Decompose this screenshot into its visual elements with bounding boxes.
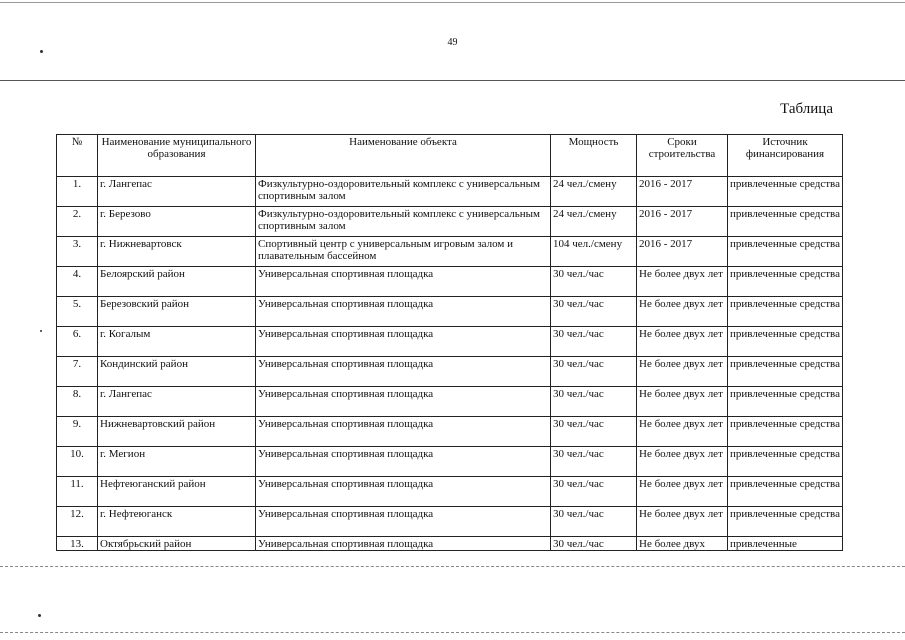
- cell-number: 12.: [57, 507, 98, 537]
- cell-construction-period: 2016 - 2017: [637, 237, 728, 267]
- cell-construction-period: Не более двух лет: [637, 327, 728, 357]
- cell-number: 7.: [57, 357, 98, 387]
- cell-number: 3.: [57, 237, 98, 267]
- cell-funding-source: привлеченные средства: [728, 507, 843, 537]
- cell-funding-source: привлеченные средства: [728, 477, 843, 507]
- cell-funding-source: привлеченные: [728, 537, 843, 551]
- table-header-row: [57, 135, 843, 177]
- cell-capacity: 30 чел./час: [551, 507, 637, 537]
- cell-capacity: 104 чел./смену: [551, 237, 637, 267]
- cell-municipality: Нижневартовский район: [98, 417, 256, 447]
- cell-construction-period: Не более двух лет: [637, 267, 728, 297]
- cell-capacity: 30 чел./час: [551, 477, 637, 507]
- table-caption: Таблица: [780, 101, 833, 117]
- cell-construction-period: Не более двух лет: [637, 357, 728, 387]
- cell-number: 1.: [57, 177, 98, 207]
- cell-object-name: Универсальная спортивная площадка: [256, 357, 551, 387]
- cell-number: 13.: [57, 537, 98, 551]
- header-number: №: [57, 135, 98, 177]
- cell-funding-source: привлеченные средства: [728, 297, 843, 327]
- cell-funding-source: привлеченные средства: [728, 387, 843, 417]
- cell-municipality: г. Нижневартовск: [98, 237, 256, 267]
- cell-capacity: 24 чел./смену: [551, 177, 637, 207]
- scan-speck: [40, 50, 43, 53]
- cell-number: 9.: [57, 417, 98, 447]
- cell-funding-source: привлеченные средства: [728, 447, 843, 477]
- cell-funding-source: привлеченные средства: [728, 237, 843, 267]
- scan-speck: [38, 614, 41, 617]
- cell-funding-source: привлеченные средства: [728, 327, 843, 357]
- cell-funding-source: привлеченные средства: [728, 267, 843, 297]
- cell-municipality: Нефтеюганский район: [98, 477, 256, 507]
- cell-municipality: Березовский район: [98, 297, 256, 327]
- cell-number: 8.: [57, 387, 98, 417]
- cell-municipality: г. Нефтеюганск: [98, 507, 256, 537]
- cell-municipality: г. Когалым: [98, 327, 256, 357]
- table-row: [57, 357, 843, 387]
- cell-funding-source: привлеченные средства: [728, 177, 843, 207]
- cell-object-name: Универсальная спортивная площадка: [256, 267, 551, 297]
- table-row: [57, 327, 843, 357]
- cell-object-name: Универсальная спортивная площадка: [256, 477, 551, 507]
- header-separator-line: [0, 80, 905, 81]
- table-row: [57, 537, 843, 551]
- cell-number: 6.: [57, 327, 98, 357]
- cell-municipality: г. Березово: [98, 207, 256, 237]
- cell-municipality: Октябрьский район: [98, 537, 256, 551]
- cell-number: 11.: [57, 477, 98, 507]
- cell-number: 4.: [57, 267, 98, 297]
- cell-number: 5.: [57, 297, 98, 327]
- cell-object-name: Физкультурно-оздоровительный комплекс с универсальным спортивным залом: [256, 207, 551, 237]
- cell-capacity: 24 чел./смену: [551, 207, 637, 237]
- cell-municipality: Кондинский район: [98, 357, 256, 387]
- table-row: [57, 507, 843, 537]
- cell-capacity: 30 чел./час: [551, 537, 637, 551]
- header-funding-source: Источник финансирования: [728, 135, 843, 177]
- table-row: [57, 387, 843, 417]
- cell-number: 2.: [57, 207, 98, 237]
- cell-capacity: 30 чел./час: [551, 267, 637, 297]
- cell-municipality: Белоярский район: [98, 267, 256, 297]
- cell-number: 10.: [57, 447, 98, 477]
- cell-construction-period: Не более двух лет: [637, 477, 728, 507]
- cell-construction-period: Не более двух лет: [637, 447, 728, 477]
- header-capacity: Мощность: [551, 135, 637, 177]
- table-row: [57, 297, 843, 327]
- cell-object-name: Спортивный центр с универсальным игровым залом и плавательным бассейном: [256, 237, 551, 267]
- table-row: [57, 237, 843, 267]
- cell-object-name: Универсальная спортивная площадка: [256, 537, 551, 551]
- table-row: [57, 447, 843, 477]
- cell-capacity: 30 чел./час: [551, 387, 637, 417]
- cell-capacity: 30 чел./час: [551, 357, 637, 387]
- cell-construction-period: 2016 - 2017: [637, 177, 728, 207]
- cell-funding-source: привлеченные средства: [728, 417, 843, 447]
- cell-construction-period: Не более двух лет: [637, 417, 728, 447]
- cell-municipality: г. Лангепас: [98, 387, 256, 417]
- table-row: [57, 477, 843, 507]
- table-row: [57, 177, 843, 207]
- table-row: [57, 417, 843, 447]
- scan-speck: [40, 330, 42, 332]
- cell-capacity: 30 чел./час: [551, 297, 637, 327]
- cell-municipality: г. Лангепас: [98, 177, 256, 207]
- cell-capacity: 30 чел./час: [551, 417, 637, 447]
- cell-municipality: г. Мегион: [98, 447, 256, 477]
- cell-object-name: Универсальная спортивная площадка: [256, 387, 551, 417]
- cell-object-name: Физкультурно-оздоровительный комплекс с универсальным спортивным залом: [256, 177, 551, 207]
- cell-construction-period: Не более двух лет: [637, 507, 728, 537]
- cell-object-name: Универсальная спортивная площадка: [256, 417, 551, 447]
- cell-construction-period: Не более двух лет: [637, 387, 728, 417]
- cell-object-name: Универсальная спортивная площадка: [256, 297, 551, 327]
- header-construction-period: Сроки строительства: [637, 135, 728, 177]
- facilities-table: [56, 134, 843, 551]
- table-row: [57, 267, 843, 297]
- table-row: [57, 207, 843, 237]
- top-border-line: [0, 2, 905, 3]
- bottom-border-line: [0, 632, 905, 633]
- header-object-name: Наименование объекта: [256, 135, 551, 177]
- cell-construction-period: Не более двух: [637, 537, 728, 551]
- cell-construction-period: 2016 - 2017: [637, 207, 728, 237]
- cell-capacity: 30 чел./час: [551, 327, 637, 357]
- page-number: 49: [447, 37, 458, 48]
- cell-object-name: Универсальная спортивная площадка: [256, 327, 551, 357]
- header-municipality: Наименование муниципального образования: [98, 135, 256, 177]
- cell-funding-source: привлеченные средства: [728, 207, 843, 237]
- cell-capacity: 30 чел./час: [551, 447, 637, 477]
- cell-construction-period: Не более двух лет: [637, 297, 728, 327]
- page-break-line: [0, 566, 905, 567]
- cell-object-name: Универсальная спортивная площадка: [256, 507, 551, 537]
- cell-funding-source: привлеченные средства: [728, 357, 843, 387]
- cell-object-name: Универсальная спортивная площадка: [256, 447, 551, 477]
